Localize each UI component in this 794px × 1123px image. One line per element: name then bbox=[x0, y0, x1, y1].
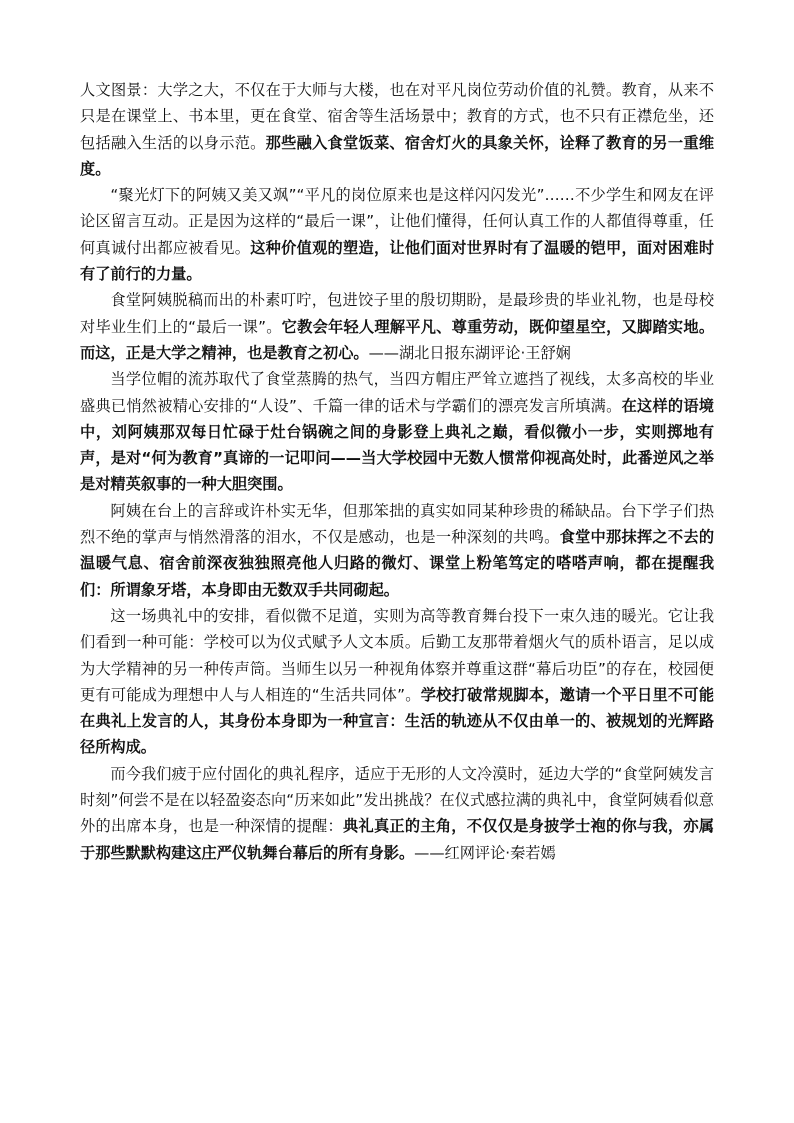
paragraph bbox=[80, 761, 714, 866]
paragraph bbox=[80, 603, 714, 761]
text-segment: ——红网评论·秦若嫣 bbox=[414, 843, 556, 862]
text-segment: 而今我们疲于应付固化的典礼程序，适应于无形的人文冷漠时，延边大学的“食堂阿姨发言时刻”何尝不是在以轻盈姿态向“历来如此”发出挑战？在仪式感拉满的典礼中，食堂阿姨看似意外的出席本身，也是一种深情的提醒： bbox=[80, 764, 714, 836]
text-segment: 人文图景：大学之大，不仅在于大师与大楼，也在对平凡岗位劳动价值的礼赞。教育，从来不只是在课堂上、书本里，更在食堂、宿舍等生活场景中；教育的方式，也不只有正襟危坐，还包括融入生活的以身示范。 bbox=[80, 81, 714, 152]
bold-text-segment: 这种价值观的塑造，让他们面对世界时有了温暖的铠甲，面对困难时有了前行的力量。 bbox=[80, 238, 715, 284]
bold-text-segment: 它教会年轻人理解平凡、尊重劳动，既仰望星空，又脚踏实地。而这，正是大学之精神，也是教育之初心。 bbox=[80, 317, 715, 362]
paragraph bbox=[80, 498, 714, 603]
bold-text-segment: 食堂中那抹挥之不去的温暖气息、宿舍前深夜独独照亮他人归路的微灯、课堂上粉笔笃定的嗒嗒声响，都在提醒我们：所谓象牙塔，本身即由无数双手共同砌起。 bbox=[80, 528, 715, 599]
text-segment: 食堂阿姨脱稿而出的朴素叮咛，包进饺子里的殷切期盼，是最珍贵的毕业礼物，也是母校对毕业生们上的“最后一课”。 bbox=[80, 291, 714, 336]
article-body bbox=[80, 77, 714, 866]
text-segment: “聚光灯下的阿姨又美又飒”“平凡的岗位原来也是这样闪闪发光”……不少学生和网友在评论区留言互动。正是因为这样的“最后一课”，让他们懂得，任何认真工作的人都值得尊重，任何真诚付出都应被看见。 bbox=[80, 186, 714, 257]
text-segment: 当学位帽的流苏取代了食堂蒸腾的热气，当四方帽庄严耸立遮挡了视线，太多高校的毕业盛典已悄然被精心安排的“人设”、千篇一律的话术与学霸们的漂亮发言所填满。 bbox=[80, 370, 714, 415]
paragraph bbox=[80, 77, 714, 182]
bold-text-segment: 那些融入食堂饭菜、宿舍灯火的具象关怀，诠释了教育的另一重维度。 bbox=[80, 133, 715, 178]
bold-text-segment: 在这样的语境中，刘阿姨那双每日忙碌于灶台锅碗之间的身影登上典礼之巅，看似微小一步，实则掷地有声，是对“何为教育”真谛的一记叩问——当大学校园中无数人惯常仰视高处时，此番逆风之举是对精英叙事的一种大胆突围。 bbox=[80, 396, 714, 494]
paragraph bbox=[80, 182, 714, 287]
bold-text-segment: 学校打破常规脚本，邀请一个平日里不可能在典礼上发言的人，其身份本身即为一种宣言：生活的轨迹从不仅由单一的、被规划的光辉路径所构成。 bbox=[80, 685, 715, 757]
bold-text-segment: 典礼真正的主角，不仅仅是身披学士袍的你与我，亦属于那些默默构建这庄严仪轨舞台幕后的所有身影。 bbox=[80, 817, 715, 862]
text-segment: ——湖北日报东湖评论·王舒娴 bbox=[368, 343, 571, 362]
paragraph bbox=[80, 366, 714, 497]
paragraph bbox=[80, 287, 714, 366]
text-segment: 这一场典礼中的安排，看似微不足道，实则为高等教育舞台投下一束久违的暖光。它让我们看到一种可能：学校可以为仪式赋予人文本质。后勤工友那带着烟火气的质朴语言，足以成为大学精神的另一种传声筒。当师生以另一种视角体察并尊重这群“幕后功臣”的存在，校园便更有可能成为理想中人与人相连的“生活共同体”。 bbox=[80, 606, 714, 704]
text-segment: 阿姨在台上的言辞或许朴实无华，但那笨拙的真实如同某种珍贵的稀缺品。台下学子们热烈不绝的掌声与悄然滑落的泪水，不仅是感动，也是一种深刻的共鸣。 bbox=[80, 501, 714, 547]
